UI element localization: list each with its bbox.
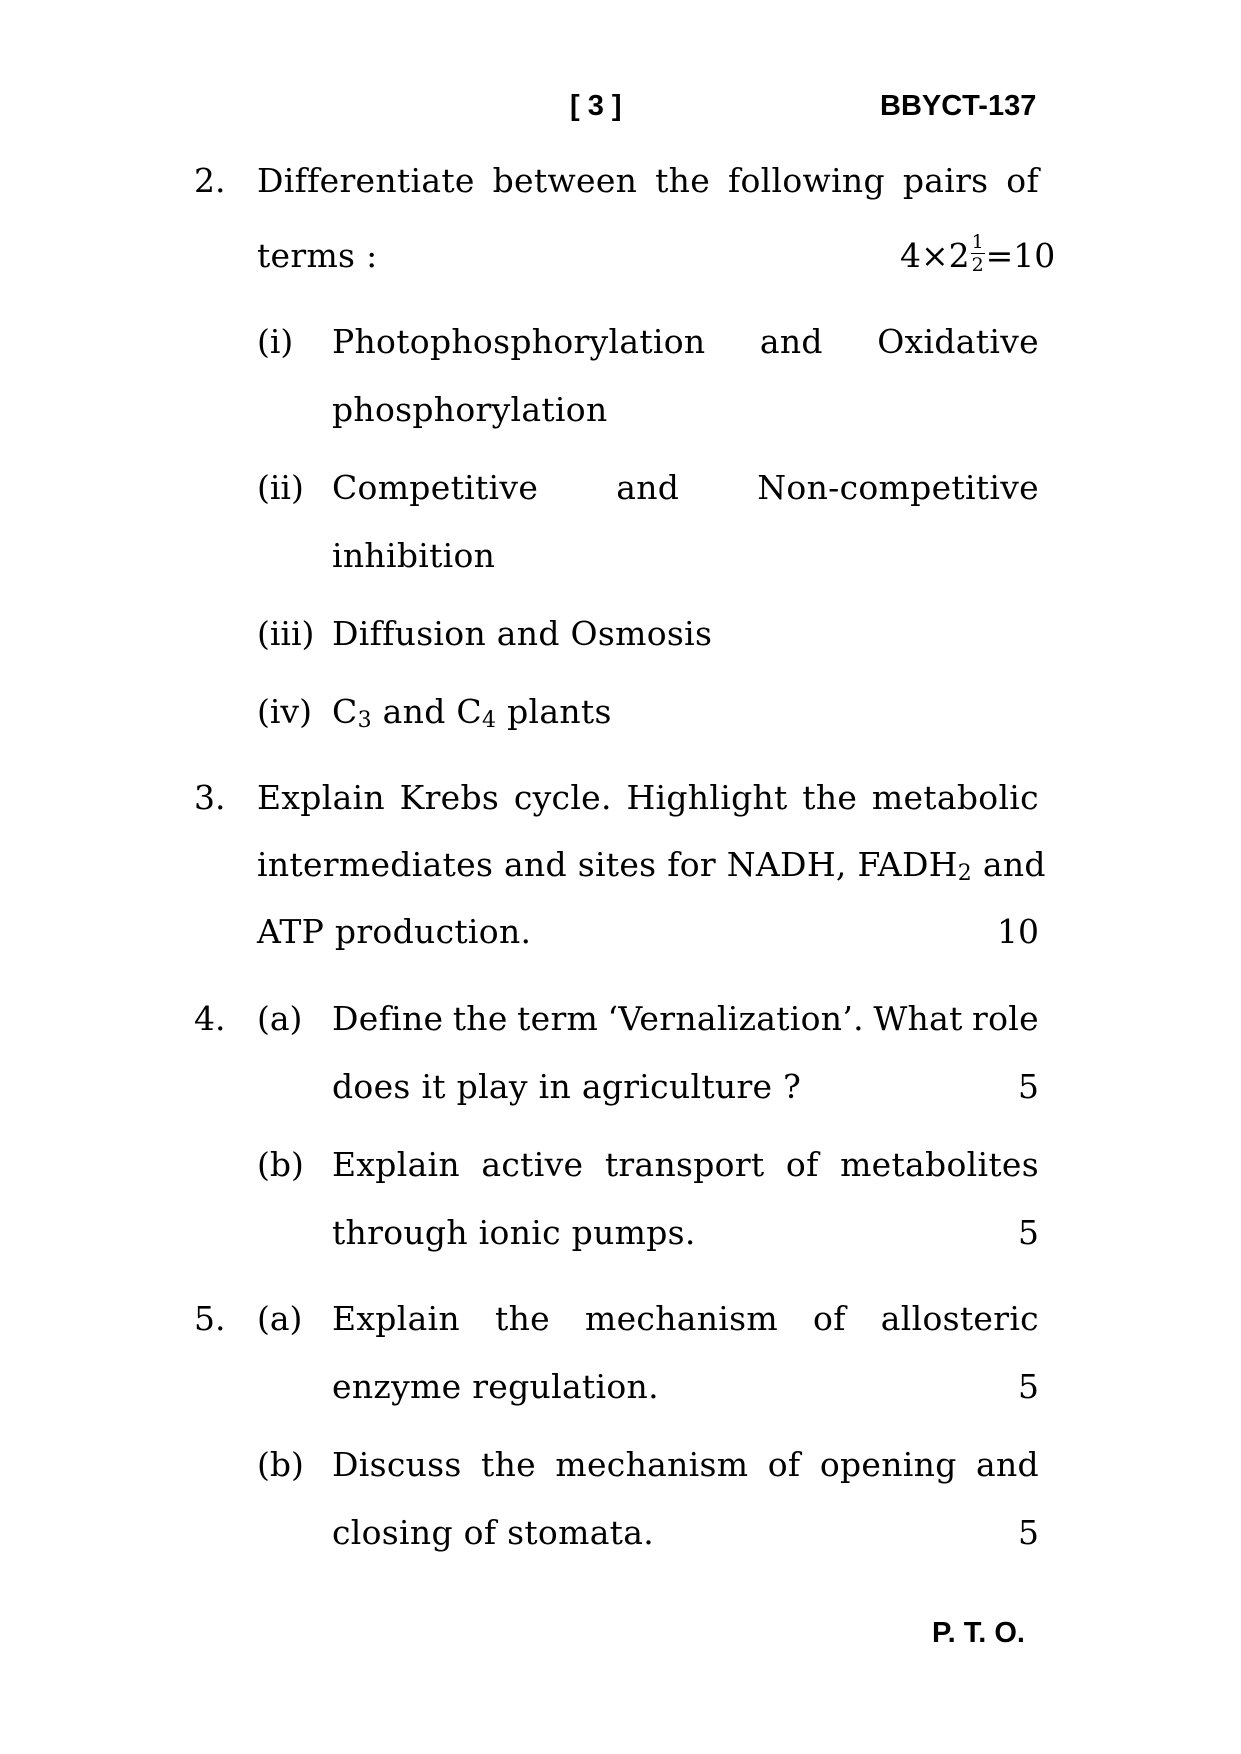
please-turn-over: P. T. O.	[932, 1617, 1025, 1649]
question-2-line-1: Differentiate between the following pairs of	[257, 161, 1039, 200]
course-code: BBYCT-137	[880, 90, 1037, 122]
question-3-line-2: intermediates and sites for NADH, $FADH_2$ and	[257, 845, 1046, 886]
question-number: 4.	[194, 999, 226, 1038]
q5a-line-1: Explain the mechanism of allosteric	[332, 1299, 1039, 1338]
q4a-line-1: Define the term ‘Vernalization’. What role	[332, 999, 1039, 1038]
question-number: 2.	[194, 161, 226, 200]
question-2-marks: 4×2 $\frac{1}{2}$ =10	[900, 231, 1056, 276]
question-3-line-1: Explain Krebs cycle. Highlight the metabolic	[257, 778, 1039, 817]
q5b-marks: 5	[1018, 1513, 1039, 1552]
item-ii-line-1: Competitive and Non-competitive	[332, 468, 1039, 507]
sub-label: (iv)	[257, 692, 312, 731]
question-2-line-2: terms :	[257, 236, 378, 275]
sub-label: (b)	[257, 1445, 304, 1484]
question-number: 5.	[194, 1299, 226, 1338]
q4b-marks: 5	[1018, 1213, 1039, 1252]
item-iv-text: $C_3$ and $C_4$ plants	[332, 692, 612, 733]
sub-label: (b)	[257, 1145, 304, 1184]
question-number: 3.	[194, 778, 226, 817]
sub-label: (i)	[257, 322, 294, 361]
q4b-line-2: through ionic pumps.	[332, 1213, 696, 1252]
sub-label: (iii)	[257, 614, 315, 653]
sub-label: (ii)	[257, 468, 304, 507]
q4a-line-2: does it play in agriculture ?	[332, 1067, 802, 1106]
q5a-marks: 5	[1018, 1367, 1039, 1406]
question-3-marks: 10	[997, 912, 1039, 951]
item-i-line-2: phosphorylation	[332, 390, 608, 429]
sub-label: (a)	[257, 999, 303, 1038]
q5b-line-1: Discuss the mechanism of opening and	[332, 1445, 1039, 1484]
q4a-marks: 5	[1018, 1067, 1039, 1106]
question-3-line-3: ATP production.	[257, 912, 532, 951]
page-number: [ 3 ]	[570, 90, 622, 122]
item-i-line-1: Photophosphorylation and Oxidative	[332, 322, 1039, 361]
q5b-line-2: closing of stomata.	[332, 1513, 654, 1552]
sub-label: (a)	[257, 1299, 303, 1338]
item-iii-text: Diffusion and Osmosis	[332, 614, 713, 653]
item-ii-line-2: inhibition	[332, 536, 496, 575]
q4b-line-1: Explain active transport of metabolites	[332, 1145, 1039, 1184]
q5a-line-2: enzyme regulation.	[332, 1367, 659, 1406]
